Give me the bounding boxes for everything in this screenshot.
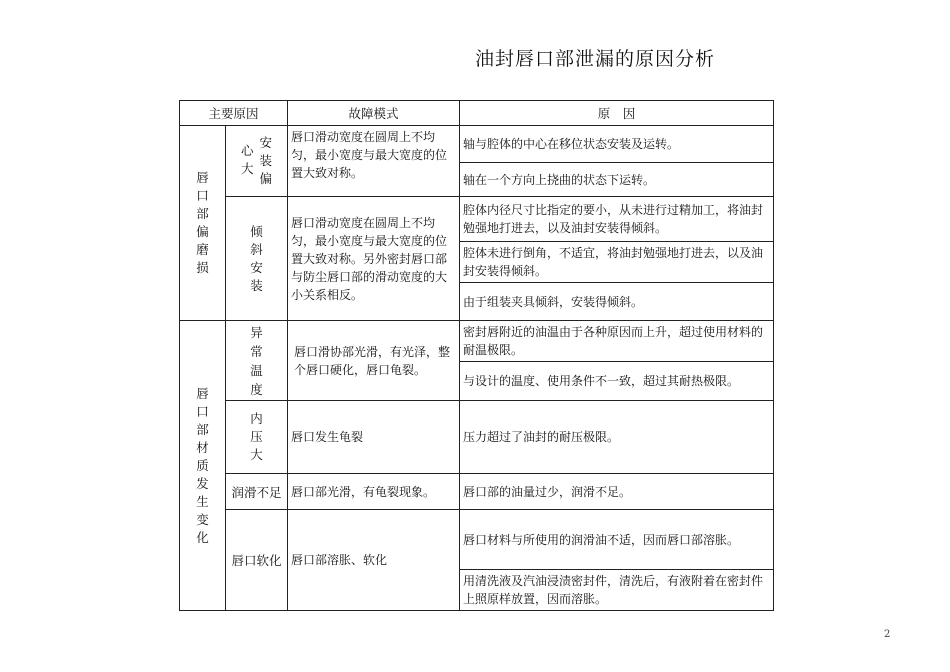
sub-label-poor-lubrication: 润滑不足 [226, 474, 288, 510]
cause-cell: 压力超过了油封的耐压极限。 [460, 401, 774, 474]
failure-mode-cell: 唇口滑动宽度在圆周上不均匀，最小宽度与最大宽度的位置大致对称。 [288, 126, 460, 197]
header-row [180, 101, 774, 126]
table-row [180, 197, 774, 242]
failure-mode-cell: 唇口部光滑，有龟裂现象。 [288, 474, 460, 510]
table-row [180, 510, 774, 570]
sub-label-lip-softening: 唇口软化 [226, 510, 288, 611]
cause-cell: 轴与腔体的中心在移位状态安装及运转。 [460, 126, 774, 163]
cause-cell: 由于组装夹具倾斜，安装得倾斜。 [460, 283, 774, 321]
cause-cell: 密封唇附近的油温由于各种原因而上升，超过使用材料的耐温极限。 [460, 321, 774, 362]
sub-label-eccentric [226, 126, 288, 197]
failure-mode-cell: 唇口滑动宽度在圆周上不均匀，最小宽度与最大宽度的位置大致对称。另外密封唇口部与防尘唇口部的滑动宽度的大小关系相反。 [288, 197, 460, 321]
failure-mode-cell: 唇口部溶胀、软化 [288, 510, 460, 611]
page-title: 油封唇口部泄漏的原因分析 [475, 48, 716, 70]
header-main-cause: 主要原因 [180, 101, 288, 126]
cause-cell: 腔体内径尺寸比指定的要小，从未进行过精加工，将油封勉强地打进去，以及油封安装得倾斜。 [460, 197, 774, 242]
cause-cell: 唇口部的油量过少，润滑不足。 [460, 474, 774, 510]
table-row [180, 401, 774, 474]
table-row [180, 474, 774, 510]
table-row [180, 126, 774, 163]
sub-label-col-1: 心 大 [240, 143, 254, 176]
sub-label-col-2: 安 装 偏 [259, 135, 273, 186]
cause-cell: 用清洗液及汽油浸渍密封件，清洗后，有液附着在密封件上照原样放置，因而溶胀。 [460, 570, 774, 611]
group-label-1: 唇 口 部 偏 磨 损 [180, 126, 226, 321]
header-failure-mode: 故障模式 [288, 101, 460, 126]
cause-analysis-table [179, 100, 774, 611]
sub-label-abnormal-temp: 异 常 温 度 [226, 321, 288, 401]
failure-mode-cell: 唇口发生龟裂 [288, 401, 460, 474]
failure-mode-cell: 唇口滑协部光滑，有光泽，整个唇口硬化，唇口龟裂。 [288, 321, 460, 401]
table-row [180, 321, 774, 362]
cause-cell: 唇口材料与所使用的润滑油不适，因而唇口部溶胀。 [460, 510, 774, 570]
cause-cell: 腔体未进行倒角，不适宜，将油封勉强地打进去，以及油封安装得倾斜。 [460, 242, 774, 283]
cause-cell: 轴在一个方向上挠曲的状态下运转。 [460, 163, 774, 197]
cause-cell: 与设计的温度、使用条件不一致，超过其耐热极限。 [460, 362, 774, 401]
group-label-2: 唇 口 部 材 质 发 生 变 化 [180, 321, 226, 611]
page-number: 2 [884, 629, 891, 640]
header-cause: 原 因 [460, 101, 774, 126]
sub-label-high-pressure: 内 压 大 [226, 401, 288, 474]
sub-label-tilted: 倾 斜 安 装 [226, 197, 288, 321]
